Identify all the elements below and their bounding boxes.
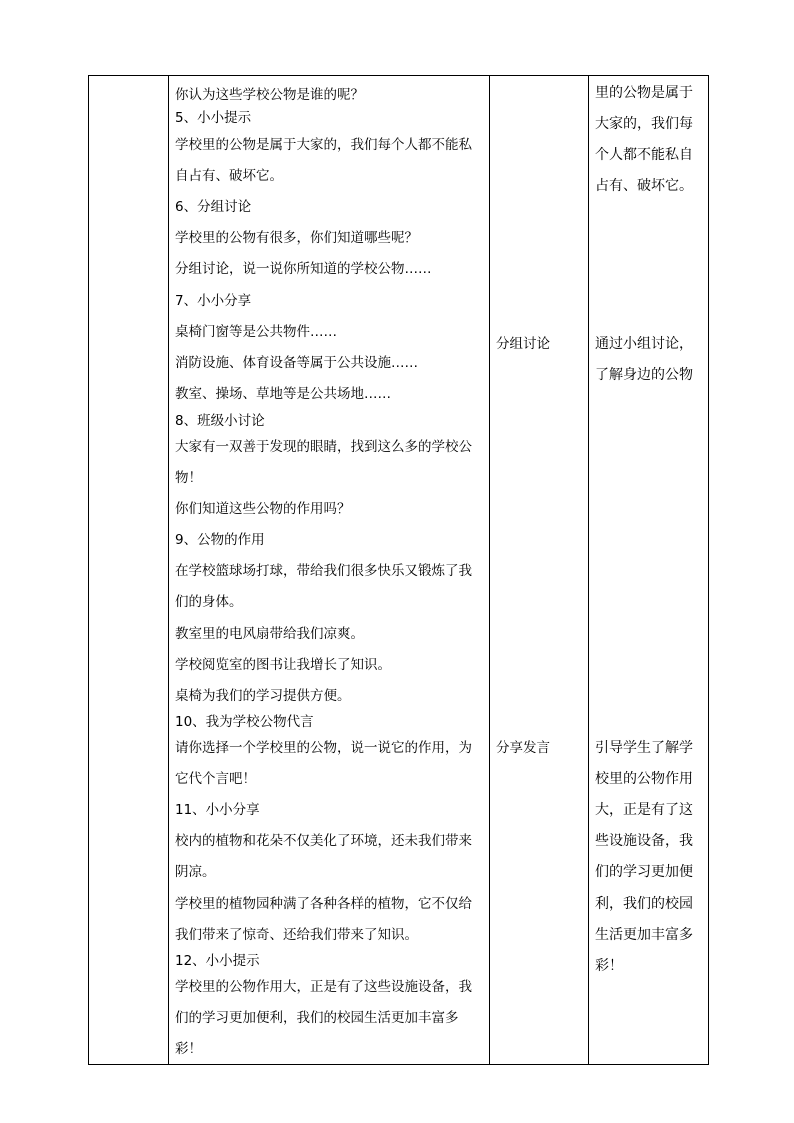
content-line: 桌椅门窗等是公共物件……: [175, 324, 337, 340]
content-line: 在学校篮球场打球，带给我们很多快乐又锻炼了我: [175, 563, 472, 579]
content-line: 学校阅览室的图书让我增长了知识。: [175, 657, 391, 673]
content-line: 大家有一双善于发现的眼睛，找到这么多的学校公: [175, 439, 472, 455]
purpose-line: 利，我们的校园: [595, 896, 693, 912]
student-activity-cell: [490, 76, 589, 1065]
content-line: 桌椅为我们的学习提供方便。: [175, 688, 351, 704]
content-line: 你认为这些学校公物是谁的呢？: [175, 87, 364, 103]
content-line: 物！: [175, 470, 202, 486]
purpose-line: 占有、破坏它。: [595, 178, 693, 194]
purpose-line: 里的公物是属于: [595, 85, 693, 101]
content-line: 彩！: [175, 1041, 202, 1057]
content-line: 自占有、破坏它。: [175, 168, 283, 184]
content-line: 它代个言吧！: [175, 771, 256, 787]
content-line: 5、小小提示: [175, 110, 252, 126]
purpose-line: 彩！: [595, 958, 623, 974]
content-line: 学校里的公物作用大，正是有了这些设施设备，我: [175, 979, 472, 995]
content-line: 10、我为学校公物代言: [175, 714, 314, 730]
content-line: 我们带来了惊奇、还给我们带来了知识。: [175, 927, 418, 943]
content-line: 阴凉。: [175, 864, 216, 880]
content-line: 们的身体。: [175, 594, 243, 610]
teaching-content-cell: [169, 76, 490, 1065]
content-line: 学校里的公物有很多，你们知道哪些呢？: [175, 230, 418, 246]
purpose-line: 生活更加丰富多: [595, 927, 693, 943]
purpose-line: 个人都不能私自: [595, 147, 693, 163]
content-line: 12、小小提示: [175, 953, 260, 969]
purpose-line: 了解身边的公物: [595, 367, 693, 383]
design-purpose-cell: [589, 76, 709, 1065]
stage-cell: [89, 76, 169, 1065]
content-line: 们的学习更加便利，我们的校园生活更加丰富多: [175, 1010, 459, 1026]
content-line: 7、小小分享: [175, 293, 252, 309]
content-line: 请你选择一个学校里的公物，说一说它的作用，为: [175, 740, 472, 756]
purpose-line: 大家的，我们每: [595, 116, 693, 132]
table-row: [89, 76, 709, 1065]
content-line: 分组讨论，说一说你所知道的学校公物……: [175, 261, 432, 277]
purpose-line: 大，正是有了这: [595, 802, 693, 818]
content-line: 消防设施、体育设备等属于公共设施……: [175, 355, 418, 371]
content-line: 9、公物的作用: [175, 532, 265, 548]
content-line: 8、班级小讨论: [175, 413, 265, 429]
purpose-line: 们的学习更加便: [595, 864, 693, 880]
lesson-plan-table: [88, 75, 709, 1065]
content-line: 教室、操场、草地等是公共场地……: [175, 386, 391, 402]
purpose-line: 通过小组讨论，: [595, 336, 693, 352]
content-line: 6、分组讨论: [175, 199, 252, 215]
purpose-line: 校里的公物作用: [595, 771, 693, 787]
purpose-line: 引导学生了解学: [595, 740, 693, 756]
activity-method: 分组讨论: [496, 336, 550, 352]
content-line: 教室里的电风扇带给我们凉爽。: [175, 626, 364, 642]
purpose-line: 些设施设备，我: [595, 833, 693, 849]
content-line: 你们知道这些公物的作用吗？: [175, 501, 351, 517]
content-line: 学校里的公物是属于大家的，我们每个人都不能私: [175, 137, 472, 153]
content-line: 校内的植物和花朵不仅美化了环境，还未我们带来: [175, 833, 472, 849]
content-line: 11、小小分享: [175, 802, 260, 818]
activity-method: 分享发言: [496, 740, 550, 756]
content-line: 学校里的植物园种满了各种各样的植物，它不仅给: [175, 896, 472, 912]
